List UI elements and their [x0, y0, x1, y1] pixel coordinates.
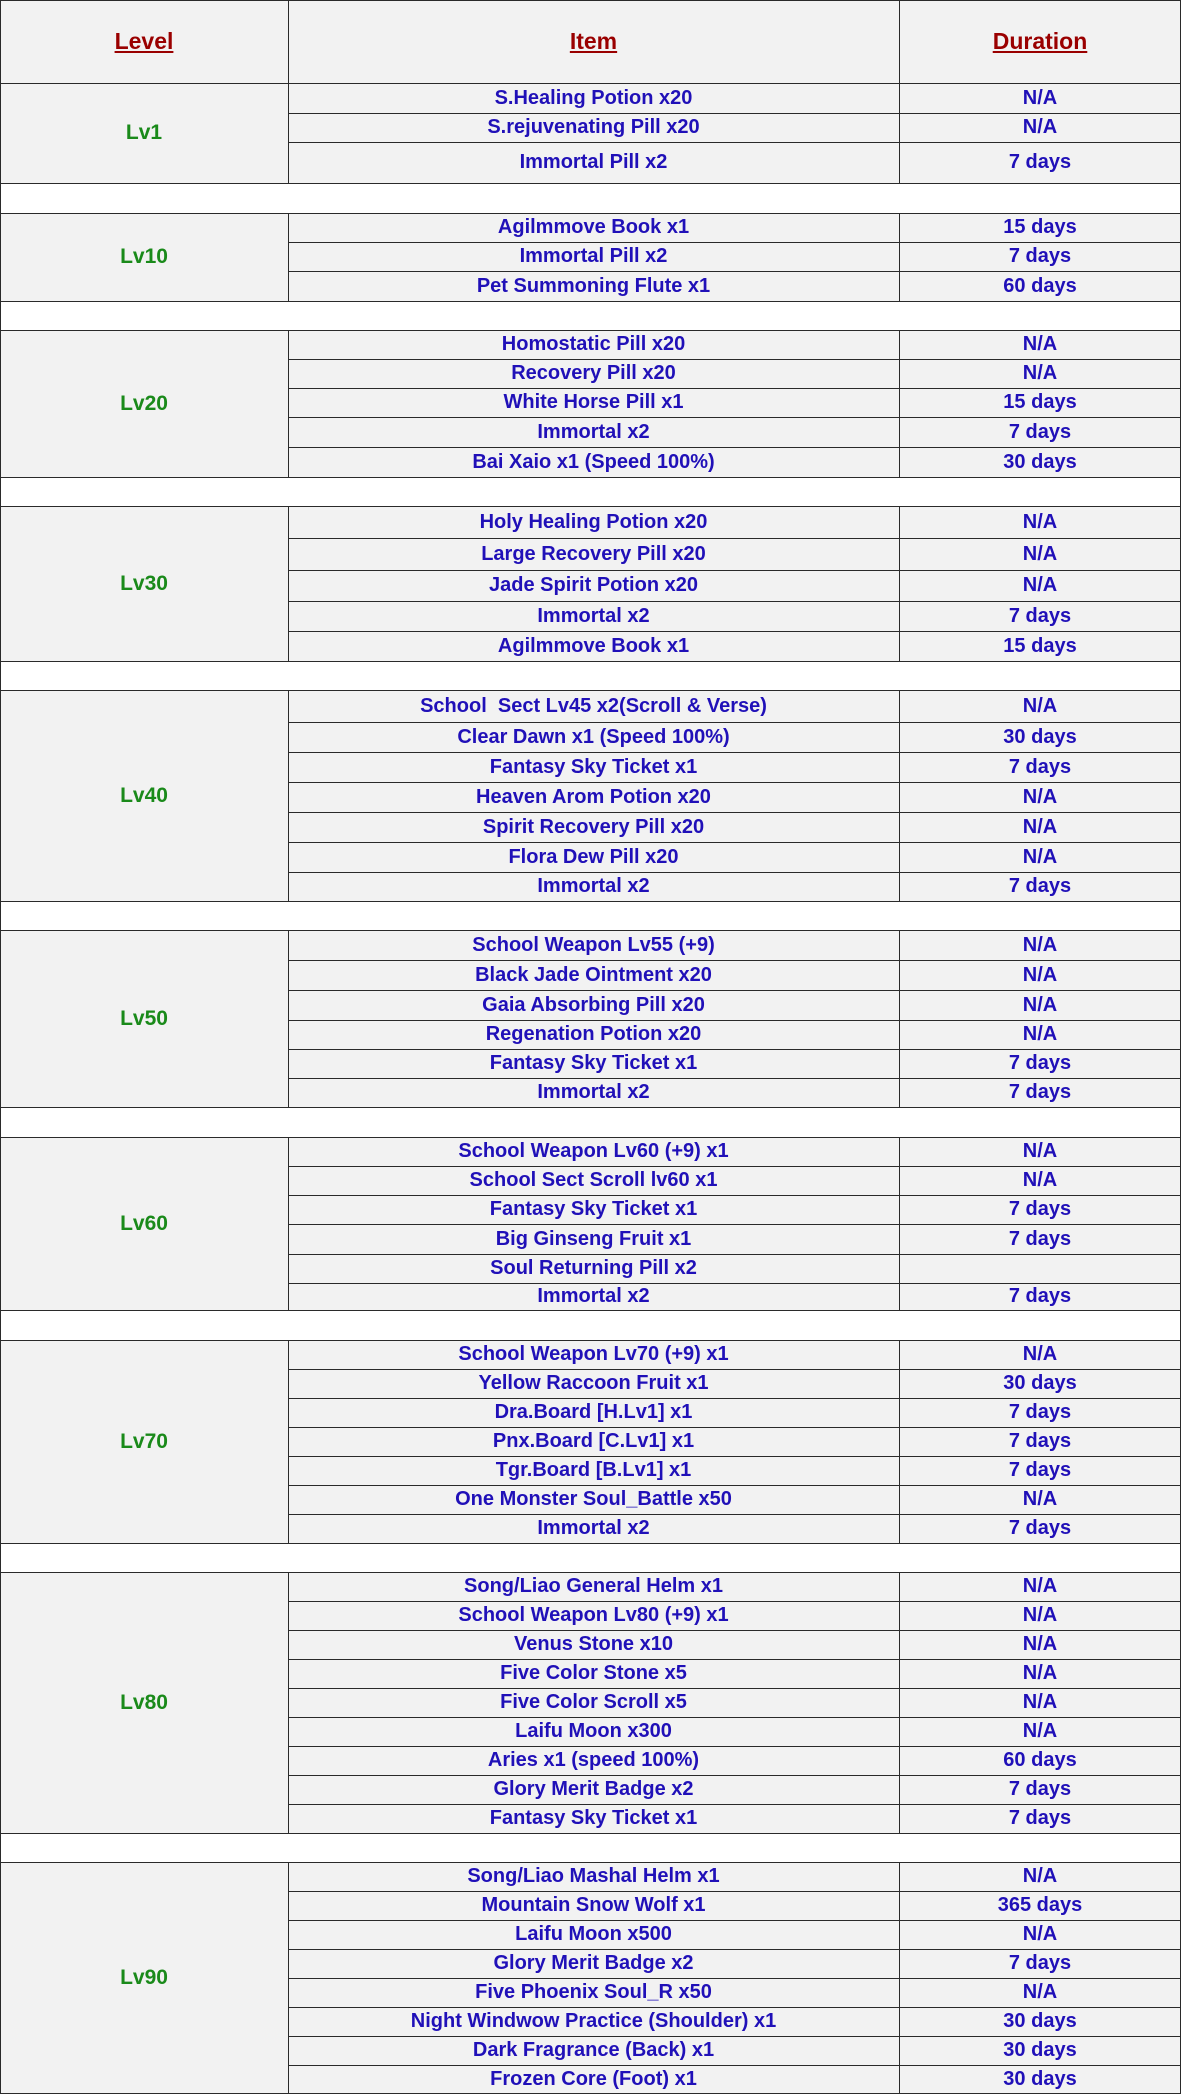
duration-cell: 7 days — [899, 752, 1181, 782]
column-divider — [288, 213, 289, 301]
column-divider — [899, 83, 900, 183]
column-divider — [899, 1340, 900, 1543]
item-cell: Immortal Pill x2 — [288, 142, 899, 183]
group-top-border — [0, 690, 1181, 691]
header-level: Level — [0, 0, 288, 83]
group-top-border — [0, 83, 1181, 84]
column-divider — [288, 1572, 289, 1833]
row-divider — [288, 113, 1181, 114]
row-divider — [288, 2065, 1181, 2066]
duration-cell: 15 days — [899, 631, 1181, 661]
row-divider — [288, 842, 1181, 843]
row-divider — [288, 1195, 1181, 1196]
item-cell: School Weapon Lv80 (+9) x1 — [288, 1601, 899, 1630]
column-divider — [0, 83, 1, 183]
row-divider — [288, 1746, 1181, 1747]
duration-cell: N/A — [899, 83, 1181, 113]
duration-cell — [899, 1254, 1181, 1283]
row-divider — [288, 601, 1181, 602]
header-item: Item — [288, 0, 899, 83]
group-spacer — [0, 1108, 1181, 1137]
level-cell: Lv50 — [0, 930, 288, 1107]
row-divider — [288, 1224, 1181, 1225]
item-cell: Dra.Board [H.Lv1] x1 — [288, 1398, 899, 1427]
level-cell: Lv1 — [0, 83, 288, 183]
duration-cell: N/A — [899, 330, 1181, 359]
duration-cell: N/A — [899, 1688, 1181, 1717]
column-divider — [0, 1862, 1, 2094]
item-cell: Dark Fragrance (Back) x1 — [288, 2036, 899, 2065]
item-cell: Bai Xaio x1 (Speed 100%) — [288, 447, 899, 477]
header-top-border — [0, 0, 1181, 1]
item-cell: Glory Merit Badge x2 — [288, 1949, 899, 1978]
row-divider — [288, 388, 1181, 389]
item-cell: Aries x1 (speed 100%) — [288, 1746, 899, 1775]
column-divider — [288, 930, 289, 1107]
duration-cell: 7 days — [899, 1775, 1181, 1804]
item-cell: Black Jade Ointment x20 — [288, 960, 899, 990]
spacer-edge — [0, 301, 1, 330]
duration-cell: 7 days — [899, 1283, 1181, 1310]
item-cell: Frozen Core (Foot) x1 — [288, 2065, 899, 2094]
column-divider — [288, 83, 289, 183]
row-divider — [288, 872, 1181, 873]
item-cell: Fantasy Sky Ticket x1 — [288, 1195, 899, 1224]
item-cell: School Weapon Lv60 (+9) x1 — [288, 1137, 899, 1166]
duration-cell: N/A — [899, 1920, 1181, 1949]
row-divider — [288, 722, 1181, 723]
row-divider — [288, 1485, 1181, 1486]
item-cell: Agilmmove Book x1 — [288, 213, 899, 242]
duration-cell: 7 days — [899, 872, 1181, 901]
group-spacer — [0, 662, 1181, 690]
level-cell: Lv40 — [0, 690, 288, 901]
group-top-border — [0, 930, 1181, 931]
column-divider — [288, 1340, 289, 1543]
row-divider — [288, 812, 1181, 813]
duration-cell: N/A — [899, 812, 1181, 842]
duration-cell: N/A — [899, 1166, 1181, 1195]
duration-cell: 365 days — [899, 1891, 1181, 1920]
duration-cell: N/A — [899, 359, 1181, 388]
row-divider — [288, 142, 1181, 143]
row-divider — [288, 960, 1181, 961]
duration-cell: 30 days — [899, 722, 1181, 752]
item-cell: Immortal x2 — [288, 1078, 899, 1107]
group-top-border — [0, 213, 1181, 214]
group-spacer — [0, 184, 1181, 213]
column-divider — [288, 1137, 289, 1310]
item-cell: Gaia Absorbing Pill x20 — [288, 990, 899, 1020]
duration-cell: 15 days — [899, 213, 1181, 242]
item-cell: Mountain Snow Wolf x1 — [288, 1891, 899, 1920]
header-divider — [0, 0, 1, 83]
duration-cell: N/A — [899, 990, 1181, 1020]
row-divider — [288, 1020, 1181, 1021]
duration-cell: 7 days — [899, 1514, 1181, 1543]
item-cell: Laifu Moon x300 — [288, 1717, 899, 1746]
column-divider — [899, 690, 900, 901]
group-top-border — [0, 1340, 1181, 1341]
column-divider — [288, 330, 289, 477]
item-cell: Immortal Pill x2 — [288, 242, 899, 271]
column-divider — [899, 330, 900, 477]
item-cell: School Weapon Lv70 (+9) x1 — [288, 1340, 899, 1369]
duration-cell: 7 days — [899, 1456, 1181, 1485]
item-cell: Spirit Recovery Pill x20 — [288, 812, 899, 842]
row-divider — [288, 359, 1181, 360]
row-divider — [288, 1166, 1181, 1167]
spacer-edge — [0, 1833, 1, 1862]
group-spacer — [0, 1311, 1181, 1340]
row-divider — [288, 1601, 1181, 1602]
group-top-border — [0, 1862, 1181, 1863]
column-divider — [0, 690, 1, 901]
spacer-edge — [0, 1543, 1, 1572]
item-cell: Soul Returning Pill x2 — [288, 1254, 899, 1283]
duration-cell: 7 days — [899, 1195, 1181, 1224]
row-divider — [288, 1920, 1181, 1921]
duration-cell: 7 days — [899, 142, 1181, 183]
duration-cell: 7 days — [899, 1427, 1181, 1456]
duration-cell: N/A — [899, 960, 1181, 990]
row-divider — [288, 1659, 1181, 1660]
duration-cell: N/A — [899, 930, 1181, 960]
group-spacer — [0, 1544, 1181, 1572]
duration-cell: 15 days — [899, 388, 1181, 417]
duration-cell: 30 days — [899, 2036, 1181, 2065]
duration-cell: 7 days — [899, 1804, 1181, 1833]
column-divider — [0, 506, 1, 661]
item-cell: School Sect Lv45 x2(Scroll & Verse) — [288, 690, 899, 722]
duration-cell: 7 days — [899, 601, 1181, 631]
column-divider — [288, 506, 289, 661]
duration-cell: N/A — [899, 506, 1181, 538]
item-cell: Recovery Pill x20 — [288, 359, 899, 388]
row-divider — [288, 990, 1181, 991]
row-divider — [288, 1427, 1181, 1428]
row-divider — [288, 631, 1181, 632]
row-divider — [288, 1949, 1181, 1950]
duration-cell: 7 days — [899, 1224, 1181, 1254]
row-divider — [288, 1398, 1181, 1399]
duration-cell: 60 days — [899, 1746, 1181, 1775]
item-cell: One Monster Soul_Battle x50 — [288, 1485, 899, 1514]
item-cell: Fantasy Sky Ticket x1 — [288, 1049, 899, 1078]
group-spacer — [0, 1834, 1181, 1862]
header-divider — [899, 0, 900, 83]
item-cell: Heaven Arom Potion x20 — [288, 782, 899, 812]
row-divider — [288, 271, 1181, 272]
spacer-edge — [0, 183, 1, 213]
column-divider — [0, 1572, 1, 1833]
item-cell: Clear Dawn x1 (Speed 100%) — [288, 722, 899, 752]
level-cell: Lv70 — [0, 1340, 288, 1543]
duration-cell: N/A — [899, 1630, 1181, 1659]
item-cell: S.Healing Potion x20 — [288, 83, 899, 113]
duration-cell: N/A — [899, 570, 1181, 601]
item-cell: Homostatic Pill x20 — [288, 330, 899, 359]
item-cell: Big Ginseng Fruit x1 — [288, 1224, 899, 1254]
duration-cell: N/A — [899, 690, 1181, 722]
item-cell: Song/Liao Mashal Helm x1 — [288, 1862, 899, 1891]
duration-cell: N/A — [899, 1659, 1181, 1688]
duration-cell: 30 days — [899, 447, 1181, 477]
row-divider — [288, 2007, 1181, 2008]
item-cell: Regenation Potion x20 — [288, 1020, 899, 1049]
duration-cell: N/A — [899, 1978, 1181, 2007]
spacer-edge — [0, 1310, 1, 1340]
level-cell: Lv60 — [0, 1137, 288, 1310]
row-divider — [288, 1514, 1181, 1515]
item-cell: Five Color Stone x5 — [288, 1659, 899, 1688]
group-top-border — [0, 330, 1181, 331]
duration-cell: 7 days — [899, 417, 1181, 447]
level-cell: Lv20 — [0, 330, 288, 477]
group-spacer — [0, 302, 1181, 330]
group-top-border — [0, 1572, 1181, 1573]
item-cell: Immortal x2 — [288, 1514, 899, 1543]
row-divider — [288, 570, 1181, 571]
duration-cell: N/A — [899, 1020, 1181, 1049]
row-divider — [288, 447, 1181, 448]
row-divider — [288, 242, 1181, 243]
item-cell: Pet Summoning Flute x1 — [288, 271, 899, 301]
item-cell: Immortal x2 — [288, 601, 899, 631]
column-divider — [0, 213, 1, 301]
duration-cell: 60 days — [899, 271, 1181, 301]
group-top-border — [0, 1137, 1181, 1138]
level-cell: Lv10 — [0, 213, 288, 301]
column-divider — [899, 1137, 900, 1310]
item-cell: Tgr.Board [B.Lv1] x1 — [288, 1456, 899, 1485]
duration-cell: N/A — [899, 113, 1181, 142]
row-divider — [288, 1891, 1181, 1892]
row-divider — [288, 417, 1181, 418]
duration-cell: N/A — [899, 1340, 1181, 1369]
row-divider — [288, 1049, 1181, 1050]
item-cell: Large Recovery Pill x20 — [288, 538, 899, 570]
row-divider — [288, 1804, 1181, 1805]
row-divider — [288, 538, 1181, 539]
item-cell: Pnx.Board [C.Lv1] x1 — [288, 1427, 899, 1456]
duration-cell: N/A — [899, 1862, 1181, 1891]
item-cell: Song/Liao General Helm x1 — [288, 1572, 899, 1601]
row-divider — [288, 752, 1181, 753]
item-cell: White Horse Pill x1 — [288, 388, 899, 417]
duration-cell: N/A — [899, 842, 1181, 872]
column-divider — [899, 1572, 900, 1833]
duration-cell: N/A — [899, 1137, 1181, 1166]
column-divider — [288, 1862, 289, 2094]
duration-cell: 30 days — [899, 1369, 1181, 1398]
column-divider — [0, 1340, 1, 1543]
level-cell: Lv90 — [0, 1862, 288, 2094]
item-cell: S.rejuvenating Pill x20 — [288, 113, 899, 142]
row-divider — [288, 1078, 1181, 1079]
item-cell: Night Windwow Practice (Shoulder) x1 — [288, 2007, 899, 2036]
group-top-border — [0, 506, 1181, 507]
item-cell: Agilmmove Book x1 — [288, 631, 899, 661]
item-cell: Immortal x2 — [288, 872, 899, 901]
spacer-edge — [0, 901, 1, 930]
row-divider — [288, 1630, 1181, 1631]
item-cell: Laifu Moon x500 — [288, 1920, 899, 1949]
spacer-edge — [0, 661, 1, 690]
row-divider — [288, 1369, 1181, 1370]
column-divider — [0, 1137, 1, 1310]
item-cell: School Sect Scroll lv60 x1 — [288, 1166, 899, 1195]
item-cell: Five Phoenix Soul_R x50 — [288, 1978, 899, 2007]
duration-cell: N/A — [899, 1485, 1181, 1514]
item-cell: Immortal x2 — [288, 417, 899, 447]
row-divider — [288, 2036, 1181, 2037]
column-divider — [288, 690, 289, 901]
duration-cell: N/A — [899, 782, 1181, 812]
duration-cell: 7 days — [899, 1078, 1181, 1107]
duration-cell: N/A — [899, 1572, 1181, 1601]
item-cell: Flora Dew Pill x20 — [288, 842, 899, 872]
row-divider — [288, 1688, 1181, 1689]
duration-cell: N/A — [899, 538, 1181, 570]
item-cell: Immortal x2 — [288, 1283, 899, 1310]
row-divider — [288, 1775, 1181, 1776]
item-cell: Venus Stone x10 — [288, 1630, 899, 1659]
item-cell: Five Color Scroll x5 — [288, 1688, 899, 1717]
duration-cell: 30 days — [899, 2007, 1181, 2036]
header-divider — [288, 0, 289, 83]
column-divider — [899, 213, 900, 301]
spacer-edge — [0, 1107, 1, 1137]
duration-cell: N/A — [899, 1717, 1181, 1746]
row-divider — [288, 1456, 1181, 1457]
row-divider — [288, 1717, 1181, 1718]
item-cell: School Weapon Lv55 (+9) — [288, 930, 899, 960]
level-cell: Lv80 — [0, 1572, 288, 1833]
duration-cell: 7 days — [899, 1398, 1181, 1427]
item-cell: Glory Merit Badge x2 — [288, 1775, 899, 1804]
column-divider — [0, 930, 1, 1107]
level-cell: Lv30 — [0, 506, 288, 661]
duration-cell: 7 days — [899, 1949, 1181, 1978]
duration-cell: 7 days — [899, 1049, 1181, 1078]
column-divider — [899, 1862, 900, 2094]
group-spacer — [0, 478, 1181, 506]
duration-cell: 7 days — [899, 242, 1181, 271]
duration-cell: 30 days — [899, 2065, 1181, 2094]
row-divider — [288, 1978, 1181, 1979]
row-divider — [288, 1254, 1181, 1255]
column-divider — [0, 330, 1, 477]
duration-cell: N/A — [899, 1601, 1181, 1630]
spacer-edge — [0, 477, 1, 506]
group-spacer — [0, 902, 1181, 930]
column-divider — [899, 930, 900, 1107]
item-cell: Jade Spirit Potion x20 — [288, 570, 899, 601]
item-cell: Fantasy Sky Ticket x1 — [288, 752, 899, 782]
column-divider — [899, 506, 900, 661]
item-cell: Yellow Raccoon Fruit x1 — [288, 1369, 899, 1398]
item-cell: Fantasy Sky Ticket x1 — [288, 1804, 899, 1833]
header-duration: Duration — [899, 0, 1181, 83]
row-divider — [288, 782, 1181, 783]
row-divider — [288, 1283, 1181, 1284]
item-cell: Holy Healing Potion x20 — [288, 506, 899, 538]
